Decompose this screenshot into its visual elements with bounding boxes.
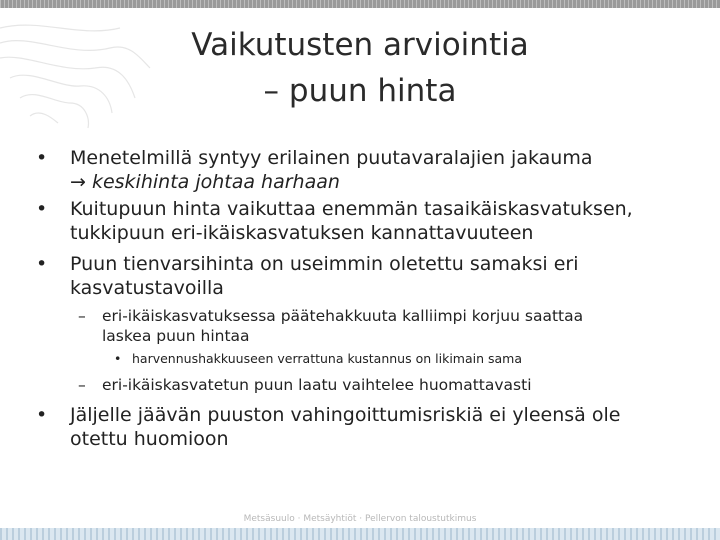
sub-bullet-2-text: eri-ikäiskasvatetun puun laatu vaihtelee huomattavasti: [102, 376, 532, 394]
dash-marker: –: [78, 376, 86, 394]
bottom-decorative-bar: [0, 528, 720, 540]
bullet-2-line-1: Kuitupuun hinta vaikuttaa enemmän tasaikäiskasvatuksen,: [70, 198, 633, 220]
slide-title-line-2: – puun hinta: [263, 73, 457, 109]
bullet-3-line-2: kasvatustavoilla: [70, 277, 224, 299]
bullet-marker: •: [36, 253, 48, 275]
bullet-1-line-2: → keskihinta johtaa harhaan: [70, 171, 340, 193]
bullet-3-line-1: Puun tienvarsihinta on useimmin oletettu samaksi eri: [70, 253, 579, 275]
bullet-4-line-2: otettu huomioon: [70, 428, 229, 450]
bullet-marker: •: [114, 351, 122, 366]
bullet-marker: •: [36, 198, 48, 220]
dash-marker: –: [78, 307, 86, 325]
slide-footer: Metsäsuulo · Metsäyhtiöt · Pellervon taloustutkimus: [243, 514, 477, 524]
sub-bullet-1-line-2: laskea puun hintaa: [102, 327, 250, 345]
subsub-bullet-text: harvennushakkuuseen verrattuna kustannus on likimain sama: [132, 351, 523, 366]
bullet-4-line-1: Jäljelle jäävän puuston vahingoittumisriskiä ei yleensä ole: [70, 404, 621, 426]
bullet-2-line-2: tukkipuun eri-ikäiskasvatuksen kannattavuuteen: [70, 222, 534, 244]
bullet-marker: •: [36, 147, 48, 169]
bullet-1-line-1: Menetelmillä syntyy erilainen puutavaralajien jakauma: [70, 147, 593, 169]
slide-title-line-1: Vaikutusten arviointia: [191, 27, 529, 63]
sub-bullet-1-line-1: eri-ikäiskasvatuksessa päätehakkuuta kalliimpi korjuu saattaa: [102, 307, 584, 325]
bullet-marker: •: [36, 404, 48, 426]
